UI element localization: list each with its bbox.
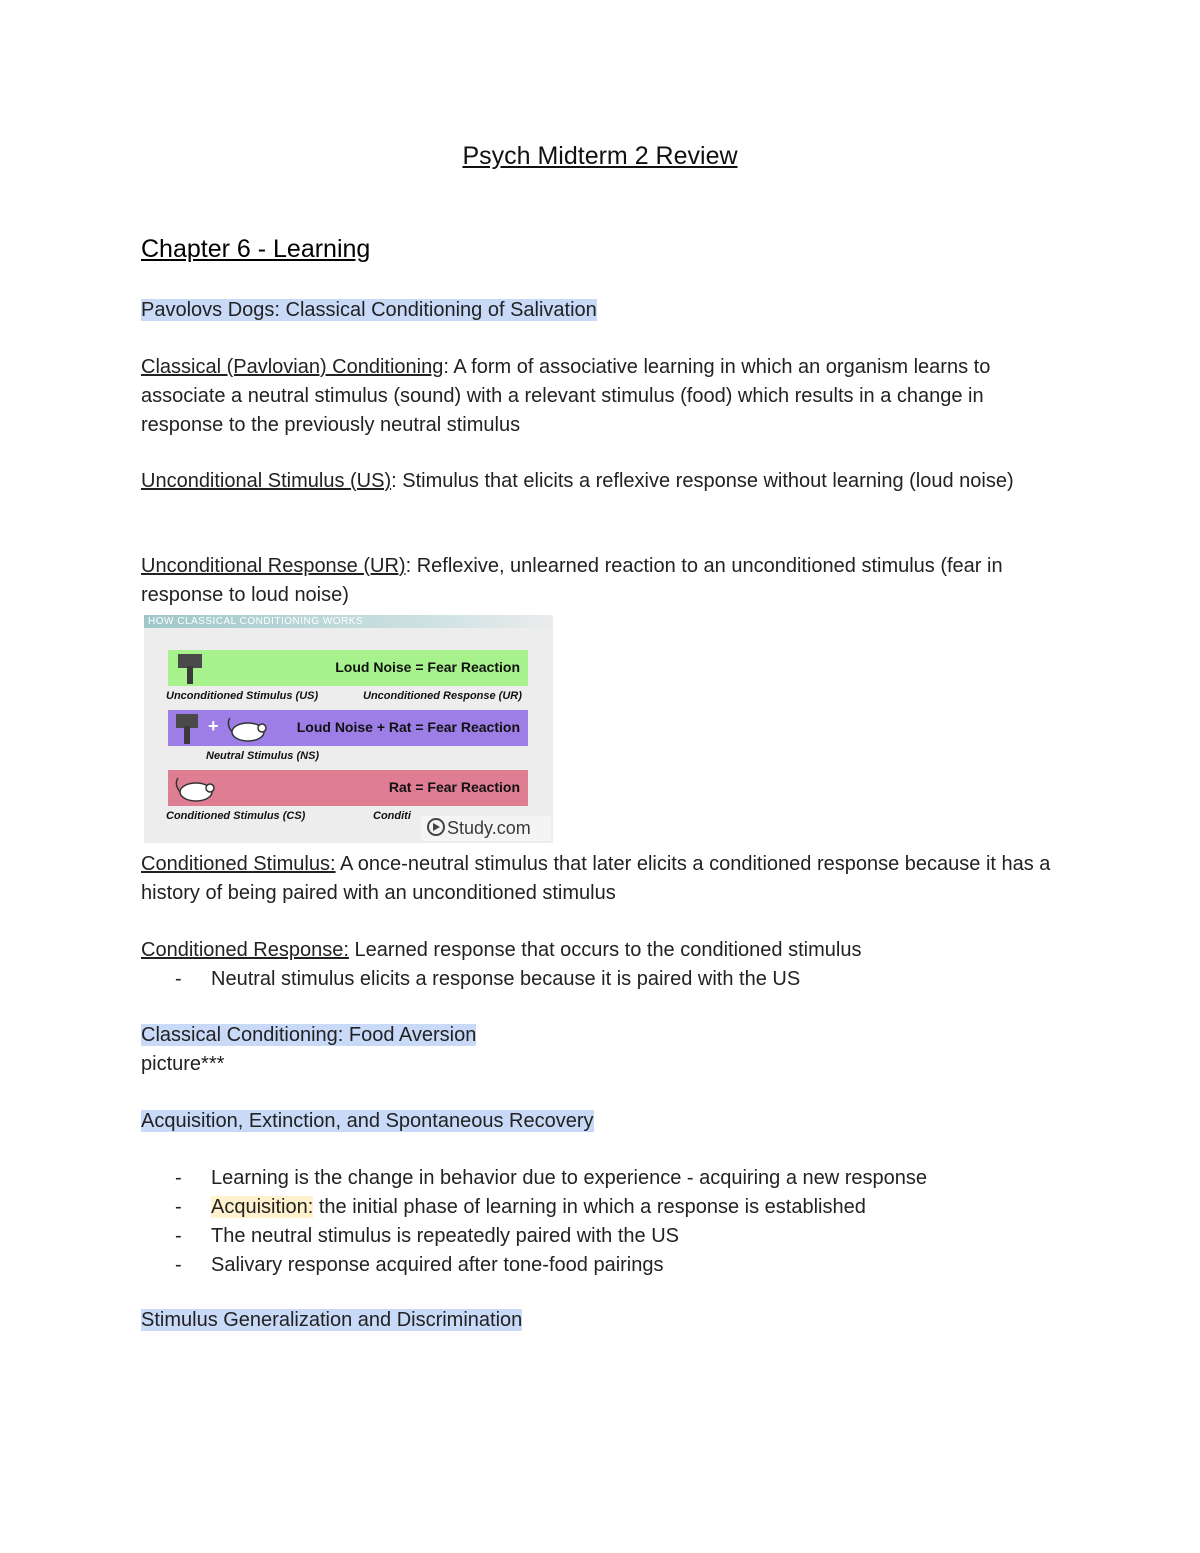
definition-text: : Stimulus that elicits a reflexive response without learning (loud noise) [391,470,1014,492]
bullet-dash: - [175,968,182,990]
play-circle-icon [427,818,445,836]
study-com-logo [421,816,551,841]
caption-conditioned-response-partial: Conditi [373,810,411,822]
list-item-text: Salivary response acquired after tone-food pairings [211,1254,664,1276]
chapter-heading: Chapter 6 - Learning [141,235,371,263]
definition-text: A once-neutral stimulus that later elicits a conditioned response because it has a history of being paired with an unconditioned stimulus [141,853,1051,904]
list-item [141,965,1071,994]
list-item-text: The neutral stimulus is repeatedly paired with the US [211,1225,680,1247]
section-heading-food-aversion-text: Classical Conditioning: Food Aversion [141,1024,477,1046]
section-heading-acquisition [141,1107,594,1136]
section-heading-pavlov [141,296,597,325]
section-heading-pavlov-text: Pavolovs Dogs: Classical Conditioning of Salivation [141,299,597,321]
plus-sign: + [208,716,219,736]
bullet-dash: - [175,1167,182,1189]
bullet-dash: - [175,1196,182,1218]
band-rat-fear [168,770,528,806]
list-item-text: Learning is the change in behavior due to experience - acquiring a new response [211,1167,928,1189]
term-conditioned-response: Conditioned Response: [141,939,349,961]
definition-conditioned-stimulus [141,850,1071,908]
term-classical-conditioning: Classical (Pavlovian) Conditioning [141,356,444,378]
definition-classical-conditioning [141,353,1071,440]
list-item-text: the initial phase of learning in which a response is established [313,1196,866,1218]
band-loud-noise-fear [168,650,528,686]
conditioned-response-bullets [141,965,1071,994]
logo-text: Study.com [447,818,531,838]
picture-placeholder-note: picture*** [141,1053,225,1075]
section-heading-food-aversion [141,1021,476,1050]
band-text: Loud Noise + Rat = Fear Reaction [296,719,520,735]
section-heading-acquisition-text: Acquisition, Extinction, and Spontaneous Recovery [141,1110,594,1132]
definition-unconditional-response [141,552,1071,610]
definition-conditioned-response [141,936,1071,965]
band-loud-noise-rat-fear [168,710,528,746]
infographic-header: HOW CLASSICAL CONDITIONING WORKS [144,615,553,628]
bullet-dash: - [175,1225,182,1247]
term-conditioned-stimulus: Conditioned Stimulus: [141,853,336,875]
acquisition-bullets [141,1164,1071,1280]
list-item [141,1164,1071,1193]
definition-text: : Reflexive, unlearned reaction to an unconditioned stimulus (fear in response to loud noise) [141,555,1003,606]
list-item-text: Neutral stimulus elicits a response because it is paired with the US [211,968,801,990]
section-heading-generalization-text: Stimulus Generalization and Discrimination [141,1309,523,1331]
band-text: Rat = Fear Reaction [388,779,520,795]
section-heading-generalization [141,1306,522,1335]
caption-neutral-stimulus: Neutral Stimulus (NS) [206,750,320,762]
list-item [141,1222,1071,1251]
caption-conditioned-stimulus: Conditioned Stimulus (CS) [166,810,306,822]
list-item [141,1251,1071,1280]
caption-unconditioned-stimulus: Unconditioned Stimulus (US) [166,690,319,702]
term-unconditional-stimulus: Unconditional Stimulus (US) [141,470,392,492]
list-item [141,1193,1071,1222]
definition-text: : A form of associative learning in which an organism learns to associate a neutral stimulus (sound) with a relevant stimulus (food) which results in a change in response to the previously neutral stimulus [141,356,991,436]
definition-text: Learned response that occurs to the conditioned stimulus [348,939,862,961]
band-text: Loud Noise = Fear Reaction [335,659,520,675]
term-unconditional-response: Unconditional Response (UR) [141,555,406,577]
classical-conditioning-infographic [144,615,553,843]
term-acquisition: Acquisition: [211,1196,314,1218]
caption-unconditioned-response: Unconditioned Response (UR) [363,690,522,702]
document-title: Psych Midterm 2 Review [462,142,738,170]
bullet-dash: - [175,1254,182,1276]
definition-unconditional-stimulus [141,467,1071,496]
